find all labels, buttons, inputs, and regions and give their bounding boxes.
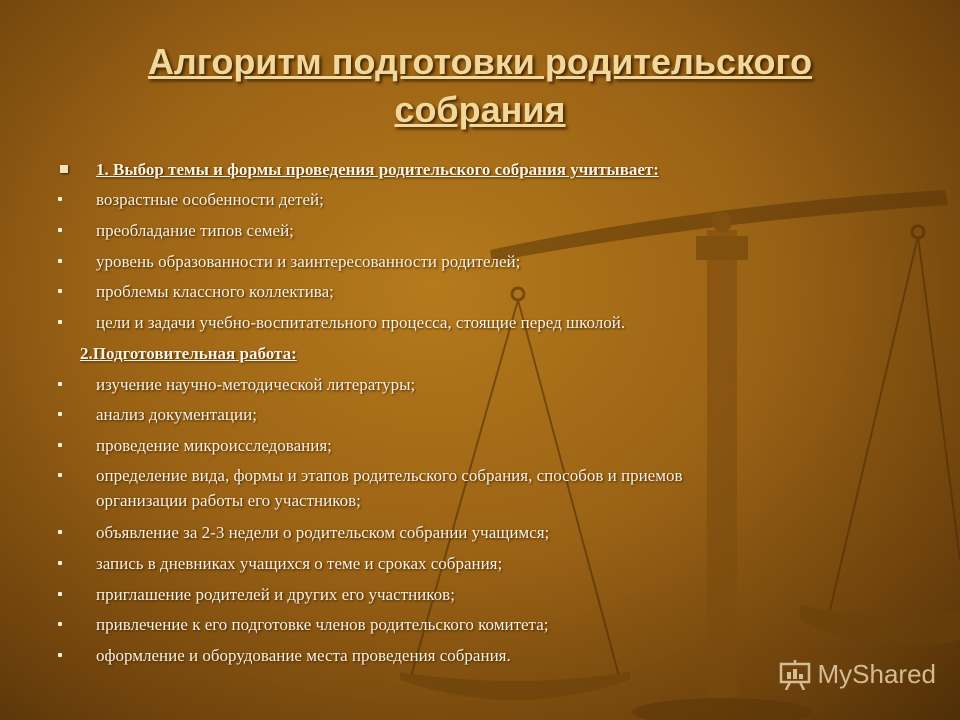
- bullet-icon: [58, 320, 62, 324]
- list-item: преобладание типов семей;: [96, 220, 856, 242]
- watermark-text: MyShared: [817, 659, 936, 689]
- square-bullet-icon: [60, 165, 68, 173]
- list-item: проблемы классного коллектива;: [96, 281, 856, 303]
- list-item: анализ документации;: [96, 404, 856, 426]
- myshared-watermark: [778, 659, 937, 690]
- bullet-icon: [58, 289, 62, 293]
- list-item: определение вида, формы и этапов родительского собрания, способов и приемов: [96, 465, 856, 487]
- section-heading-1: 1. Выбор темы и формы проведения родительского собрания учитывает:: [96, 159, 856, 181]
- list-item: оформление и оборудование места проведения собрания.: [96, 645, 856, 667]
- bullet-icon: [58, 530, 62, 534]
- bullet-icon: [58, 473, 62, 477]
- bullet-icon: [58, 653, 62, 657]
- list-item: объявление за 2-3 недели о родительском собрании учащимся;: [96, 522, 856, 544]
- slide-title: [40, 38, 920, 134]
- list-item-continuation: организации работы его участников;: [96, 491, 361, 510]
- list-item: привлечение к его подготовке членов родительского комитета;: [96, 614, 856, 636]
- bullet-icon: [58, 259, 62, 263]
- bullet-icon: [58, 412, 62, 416]
- bullet-icon: [58, 228, 62, 232]
- section-heading-2: 2.Подготовительная работа:: [80, 344, 297, 363]
- bullet-icon: [58, 197, 62, 201]
- list-item: изучение научно-методической литературы;: [96, 374, 856, 396]
- slide-title-line-1: Алгоритм подготовки родительского: [147, 41, 813, 82]
- bullet-icon: [58, 443, 62, 447]
- presentation-board-icon: [778, 660, 812, 690]
- bullet-icon: [58, 622, 62, 626]
- slide-title-line-2: собрания: [394, 89, 566, 130]
- list-item: уровень образованности и заинтересованности родителей;: [96, 251, 856, 273]
- list-item: запись в дневниках учащихся о теме и сроках собрания;: [96, 553, 856, 575]
- bullet-icon: [58, 561, 62, 565]
- list-item: проведение микроисследования;: [96, 435, 856, 457]
- bullet-icon: [58, 592, 62, 596]
- list-item: возрастные особенности детей;: [96, 189, 856, 211]
- list-item: цели и задачи учебно-воспитательного процесса, стоящие перед школой.: [96, 312, 856, 334]
- bullet-icon: [58, 382, 62, 386]
- list-item: приглашение родителей и других его участников;: [96, 584, 856, 606]
